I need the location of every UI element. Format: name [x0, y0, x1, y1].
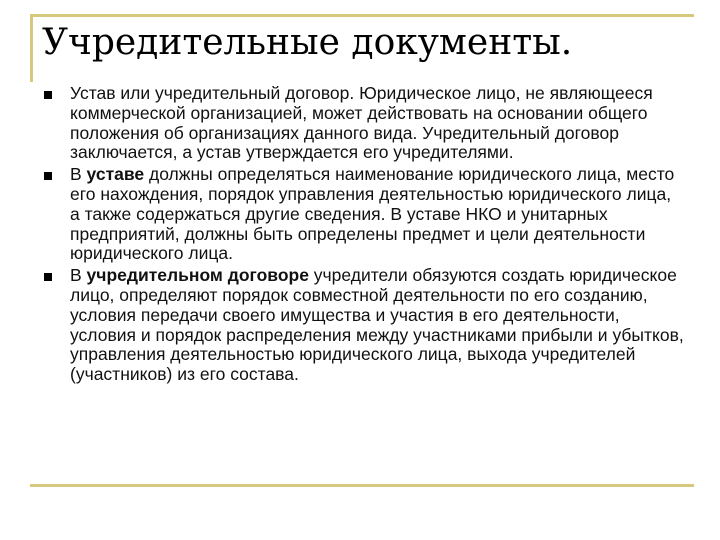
top-rule: [30, 14, 694, 17]
item-text-rest: должны определяться наименование юридического лица, место его нахождения, порядок управления деятельностью юридического лица, а также содержаться другие сведения. В уставе НКО и унитарных предприятий, должны быть определены предмет и цели деятельности юридического лица.: [70, 164, 675, 264]
bottom-rule: [30, 484, 694, 487]
bullet-list: [44, 84, 684, 387]
left-rule: [30, 14, 33, 82]
list-item: [44, 266, 684, 385]
item-text: Устав или учредительный договор. Юридическое лицо, не являющееся коммерческой организацией, может действовать на основании общего положения об организациях данного вида. Учредительный договор заключается, а устав утверждается его учредителями.: [70, 83, 653, 163]
item-keyword: уставе: [86, 164, 145, 185]
item-text-prefix: В: [70, 265, 87, 286]
item-keyword: учредительном договоре: [86, 265, 309, 286]
item-text-rest: учредители обязуются создать юридическое лицо, определяют порядок совместной деятельности по его созданию, условия передачи своего имущества и участия в его деятельности, условия и порядок распределения между участниками прибыли и убытков, управления деятельностью юридического лица, выхода учредителей (участников) из его состава.: [70, 265, 684, 385]
list-item: [44, 84, 684, 163]
item-text-prefix: В: [70, 164, 87, 185]
list-item: [44, 165, 684, 264]
square-bullet-icon: [44, 91, 52, 99]
square-bullet-icon: [44, 273, 52, 281]
square-bullet-icon: [44, 172, 52, 180]
slide-title: Учредительные документы.: [42, 22, 573, 63]
